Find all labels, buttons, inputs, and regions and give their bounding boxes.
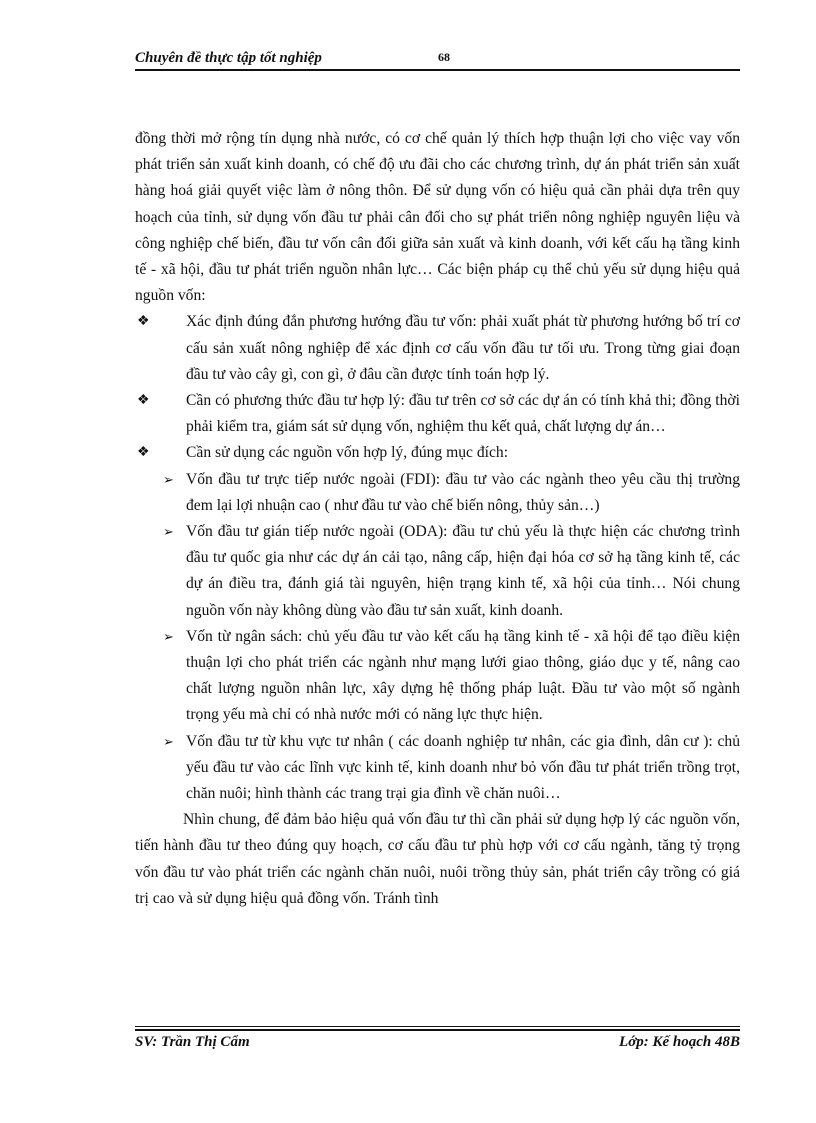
header-title: Chuyên đề thực tập tốt nghiệp xyxy=(135,50,322,66)
page-footer xyxy=(135,1026,740,1056)
intro-paragraph: đồng thời mở rộng tín dụng nhà nước, có cơ chế quản lý thích hợp thuận lợi cho việc vay vốn phát triển sản xuất kinh doanh, có chế độ ưu đãi cho các chương trình, dự án phát triển sản xuất hàng hoá giải quyết việc làm ở nông thôn. Để sử dụng vốn có hiệu quả cần phải dựa trên quy hoạch của tỉnh, sử dụng vốn đầu tư phải cân đối cho sự phát triển nông nghiệp nguyên liệu và công nghiệp chế biến, đầu tư vốn cân đối giữa sản xuất và kinh doanh, với kết cấu hạ tầng kinh tế - xã hội, đầu tư phát triển nguồn nhân lực… Các biện pháp cụ thể chủ yếu sử dụng hiệu quả nguồn vốn: xyxy=(135,130,740,305)
sub-bullet-item xyxy=(135,729,740,808)
diamond-bullet-icon: ❖ xyxy=(137,314,150,330)
bullet-text: Cần sử dụng các nguồn vốn hợp lý, đúng mục đích: xyxy=(186,444,509,462)
page-header xyxy=(135,44,740,72)
arrow-bullet-icon: ➢ xyxy=(163,628,174,644)
sub-bullet-item xyxy=(135,624,740,729)
bullet-text: Xác định đúng đắn phương hướng đầu tư vốn: phải xuất phát từ phương hướng bố trí cơ cấu sản xuất nông nghiệp để xác định cơ cấu vốn đầu tư tối ưu. Trong từng giai đoạn đầu tư vào cây gì, con gì, ở đâu cần được tính toán hợp lý. xyxy=(186,313,740,383)
footer-rule xyxy=(135,1029,740,1031)
sub-bullet-text: Vốn đầu tư từ khu vực tư nhân ( các doanh nghiệp tư nhân, các gia đình, dân cư ): chủ yếu đầu tư vào các lĩnh vực kinh tế, kinh doanh như bỏ vốn đầu tư phát triển trồng trọt, chăn nuôi; hình thành các trang trại gia đình về chăn nuôi… xyxy=(186,732,740,803)
bullet-item xyxy=(135,388,740,440)
footer-rule xyxy=(135,1026,740,1027)
footer-student: SV: Trần Thị Cẩm xyxy=(135,1034,250,1050)
sub-bullet-item xyxy=(135,519,740,624)
arrow-bullet-icon: ➢ xyxy=(163,471,174,487)
diamond-bullet-icon: ❖ xyxy=(137,393,150,409)
arrow-bullet-icon: ➢ xyxy=(163,733,174,749)
sub-bullet-text: Vốn đầu tư gián tiếp nước ngoài (ODA): đầu tư chủ yếu là thực hiện các chương trình đầu tư quốc gia như các dự án cải tạo, nâng cấp, hiện đại hóa cơ sở hạ tầng kinh tế, các dự án điều tra, đánh giá tài nguyên, hiện trạng kinh tế, xã hội của tỉnh… Nói chung nguồn vốn này không dùng vào đầu tư sản xuất, kinh doanh. xyxy=(186,523,740,619)
bullet-item xyxy=(135,309,740,388)
header-rule xyxy=(135,69,740,71)
bullet-item xyxy=(135,440,740,466)
sub-bullet-text: Vốn từ ngân sách: chủ yếu đầu tư vào kết cấu hạ tầng kinh tế - xã hội để tạo điều kiện thuận lợi cho phát triển các ngành như mạng lưới giao thông, giáo dục y tế, nâng cao chất lượng nguồn nhân lực, xây dựng hệ thống pháp luật. Đầu tư vào một số ngành trọng yếu mà chỉ có nhà nước mới có năng lực thực hiện. xyxy=(186,627,740,724)
page-number: 68 xyxy=(438,50,450,64)
footer-class: Lớp: Kế hoạch 48B xyxy=(619,1034,740,1050)
arrow-bullet-icon: ➢ xyxy=(163,524,174,540)
sub-bullet-text: Vốn đầu tư trực tiếp nước ngoài (FDI): đầu tư vào các ngành theo yêu cầu thị trường đem lại lợi nhuận cao ( như đầu tư vào chế biến nông, thủy sản…) xyxy=(186,470,740,514)
diamond-bullet-icon: ❖ xyxy=(137,445,150,461)
closing-paragraph: Nhìn chung, để đảm bảo hiệu quả vốn đầu tư thì cần phải sử dụng hợp lý các nguồn vốn, tiến hành đầu tư theo đúng quy hoạch, cơ cấu đầu tư phù hợp với cơ cấu ngành, tăng tỷ trọng vốn đầu tư vào phát triển các ngành chăn nuôi, nuôi trồng thủy sản, phát triển cây trồng có giá trị cao và sử dụng hiệu quả đồng vốn. Tránh tình xyxy=(135,811,740,907)
page-body xyxy=(135,126,740,912)
bullet-text: Cần có phương thức đầu tư hợp lý: đầu tư trên cơ sở các dự án có tính khả thi; đồng thời phải kiểm tra, giám sát sử dụng vốn, nghiệm thu kết quả, chất lượng dự án… xyxy=(186,392,740,436)
sub-bullet-item xyxy=(135,467,740,519)
